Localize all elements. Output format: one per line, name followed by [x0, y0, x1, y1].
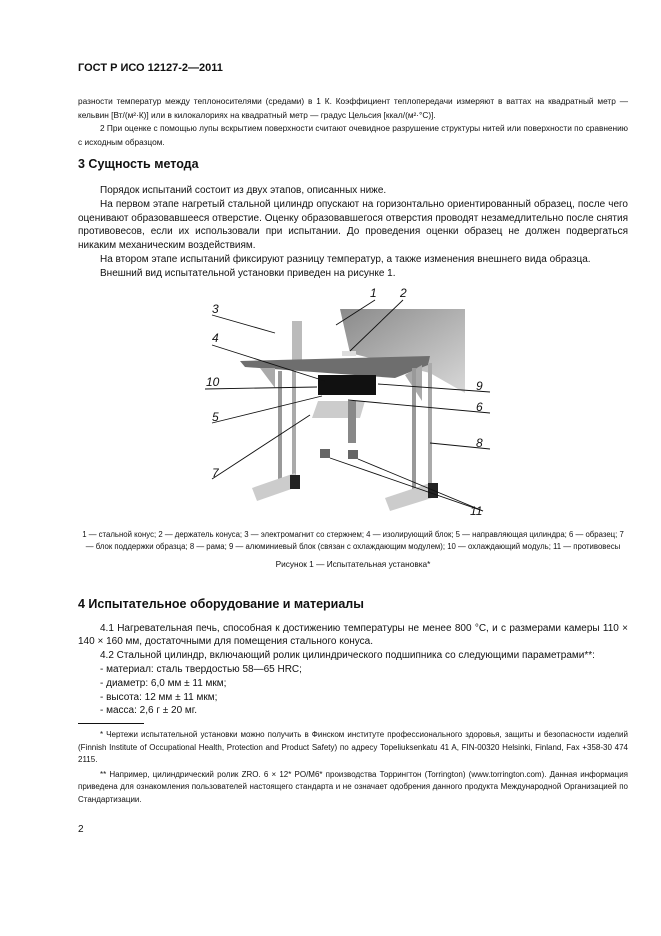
section-3-body	[78, 184, 628, 281]
label-3: 3	[212, 301, 219, 316]
label-7: 7	[212, 465, 219, 480]
label-9: 9	[476, 378, 483, 393]
paragraph: Порядок испытаний состоит из двух этапов, описанных ниже.	[100, 185, 387, 196]
paragraph: На первом этапе нагретый стальной цилиндр опускают на горизонтально ориентированный образец, после чего оценивают образовавшееся отверстие. Оценку образовавшегося отверстия проводят незамедлительно после снятия противовесов, если их использовали при испытании. До проведения оценки образец не должен подвергаться никаким механическим воздействиям.	[78, 198, 628, 252]
intro-notes	[78, 95, 628, 149]
cooling-module	[318, 375, 376, 395]
section-4-heading: 4 Испытательное оборудование и материалы	[78, 596, 364, 611]
frame-bracket-left	[260, 368, 275, 388]
electromagnet-plate	[292, 321, 302, 361]
label-4: 4	[212, 330, 219, 345]
base-rail-right	[385, 483, 435, 511]
footnote-1: * Чертежи испытательной установки можно получить в Финском институте профессионального здоровья, защиты и безопасности изделий (Finnish Institute of Occupational Health, Protection and Product Safety) по адресу Topeliuksenkatu 41 A, FIN-00320 Helsinki, Finland, Fax +358-30 474 2115.	[78, 730, 628, 765]
base-corner	[290, 475, 300, 489]
counterweight	[320, 449, 330, 458]
test-apparatus-figure	[200, 283, 500, 523]
clause-4-2: 4.2 Стальной цилиндр, включающий ролик цилиндрического подшипника со следующими параметрами**:	[100, 650, 595, 662]
list-item: - высота: 12 мм ± 11 мкм;	[100, 691, 218, 703]
figure-legend: 1 — стальной конус; 2 — держатель конуса; 3 — электромагнит со стержнем; 4 — изолирующий блок; 5 — направляющая цилиндра; 6 — образец; 7 — блок поддержки образца; 8 — рама; 9 — алюминиевый блок (связан с охлаждающим модулем); 10 — охлаждающий модуль; 11 — противовесы	[82, 529, 624, 551]
label-6: 6	[476, 399, 483, 414]
paragraph: Внешний вид испытательной установки приведен на рисунке 1.	[100, 267, 396, 279]
list-item: - диаметр: 6,0 мм ± 11 мкм;	[100, 677, 227, 689]
section-4-body	[78, 622, 628, 719]
list-item: - масса: 2,6 г ± 20 мг.	[100, 705, 198, 717]
note-1-continuation: разности температур между теплоносителями (средами) в 1 К. Коэффициент теплопередачи измеряют в ваттах на квадратный метр — кельвин [Вт/(м²·К)] или в килокалориях на квадратный метр — градус Цельсия [ккал/(м²·°С)].	[78, 96, 628, 120]
paragraph: На втором этапе испытаний фиксируют разницу температур, а также изменения внешнего вида образца.	[100, 253, 591, 265]
label-2: 2	[400, 285, 407, 300]
list-item: - материал: сталь твердостью 58—65 HRC;	[100, 663, 302, 675]
footnote-divider	[78, 723, 144, 724]
document-header: ГОСТ Р ИСО 12127-2—2011	[78, 62, 223, 74]
section-3-heading: 3 Сущность метода	[78, 157, 199, 171]
counterweight	[348, 450, 358, 459]
label-11: 11	[470, 503, 483, 518]
label-1: 1	[370, 285, 377, 300]
cone-holder	[342, 351, 356, 356]
page-number: 2	[78, 824, 84, 836]
label-8: 8	[476, 435, 483, 450]
guide-rod	[348, 401, 356, 443]
label-5: 5	[212, 409, 219, 424]
label-10: 10	[206, 374, 220, 389]
frame-leg	[428, 363, 432, 488]
footnotes	[78, 729, 628, 806]
footnote-2: ** Например, цилиндрический ролик ZRO. 6 × 12* PO/M6* производства Торрингтон (Torrington) (www.torrington.com). Данная информация приведена для ознакомления пользователей настоящего стандарта и не означает одобрения данного продукта Международной Организацией по Стандартизации.	[78, 769, 628, 804]
figure-caption: Рисунок 1 — Испытательная установка*	[275, 558, 431, 569]
clause-4-1: 4.1 Нагревательная печь, способная к достижению температуры не менее 800 °С, и с размерами камеры 110 × 140 × 160 мм, достаточными для помещения стального конуса.	[78, 622, 628, 648]
figure-container	[78, 283, 628, 523]
sample-support	[312, 401, 365, 418]
note-2: 2 При оценке с помощью лупы вскрытием поверхности считают очевидное разрушение структуры нитей или поверхности по сравнению с исходным образцом.	[78, 123, 628, 147]
page-column	[78, 0, 628, 835]
